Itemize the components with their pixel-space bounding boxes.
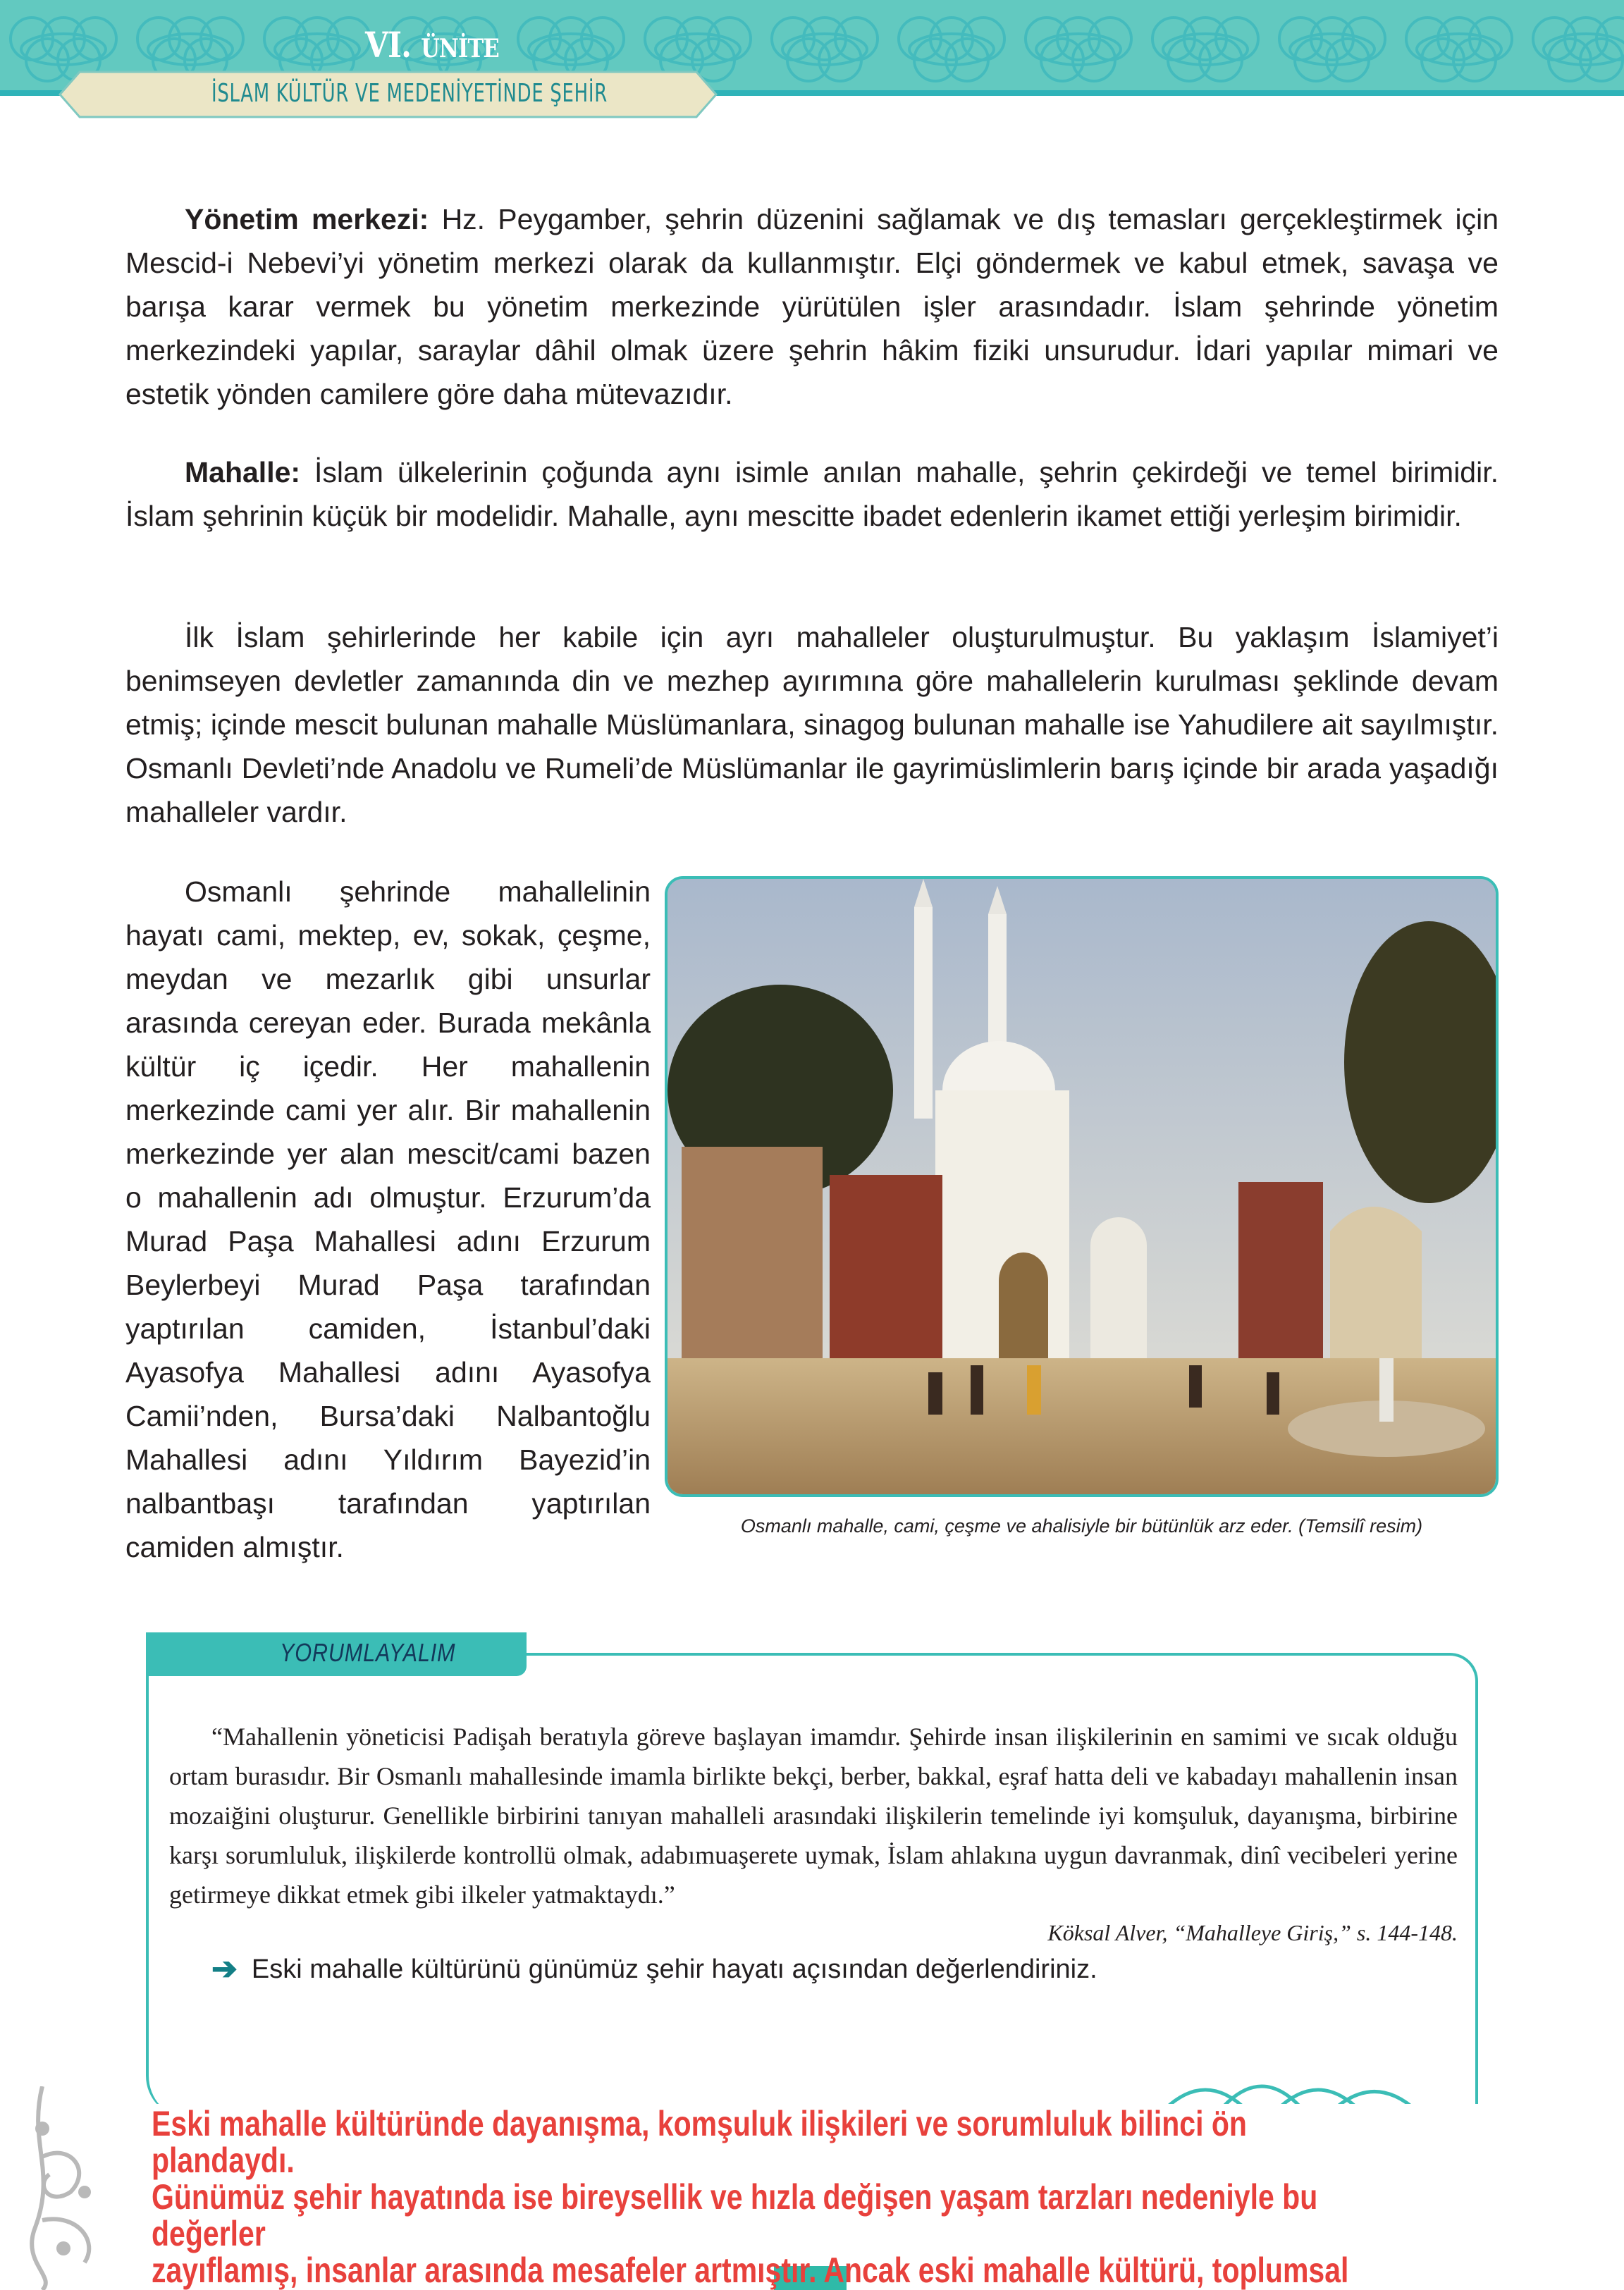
paragraph-osmanli-sehri: Osmanlı şehrinde mahallelinin hayatı cami, mektep, ev, sokak, çeşme, meydan ve mezarlık gibi unsurlar arasında cereyan eder. Burada mekânla kültür iç içedir. Her mahallenin merkezinde cami yer alır. Bir mahallenin merkezinde yer alan mescit/cami bazen o mahallenin adı olmuştur. Erzurum’da Murad Paşa Mahallesi adını Erzurum Beylerbeyi Murad Paşa tarafından yaptırılan camiden, İstanbul’daki Ayasofya Mahallesi adını Ayasofya Camii’nden, Bursa’daki Nalbantoğlu Mahallesi adını Yıldırım Bayezid’in nalbantbaşı tarafından yaptırılan camiden almıştır.: [125, 875, 651, 1563]
yorumlayalim-tab: [146, 1632, 527, 1676]
task-prompt: [211, 1952, 1458, 1986]
paragraph-ilk-islam-sehirleri: İlk İslam şehirlerinde her kabile için ayrı mahalleler oluşturulmuştur. Bu yaklaşım İslamiyet’i benimseyen devletler zamanında din ve mezhep ayırımına göre mahallelerin kurulması şeklinde devam etmiş; içinde mescit bulunan mahalle Müslümanlara, sinagog bulunan mahalle ise Yahudilere ait sayılmıştır. Osmanlı Devleti’nde Anadolu ve Rumeli’de Müslümanlar ile gayrimüslimlerin barış içinde bir arada yaşadığı mahalleler vardır.: [125, 621, 1499, 828]
paragraph-mahalle: Mahalle: İslam ülkelerinin çoğunda aynı isimle anılan mahalle, şehrin çekirdeği ve temel birimidir. İslam şehrinin küçük bir modelidir. Mahalle, aynı mescitte ibadet edenlerin ikamet ettiği yerleşim birimidir.: [125, 456, 1499, 532]
quote-text: “Mahallenin yöneticisi Padişah beratıyla göreve başlayan imamdır. Şehirde insan ilişkilerinin en samimi ve sıcak olduğu ortam burasıdır. Bir Osmanlı mahallesinde imamla birlikte bekçi, berber, bakkal, eşraf hatta deli ve kabadayı mahallenin insan mozaiğini oluşturur. Genellikle birbirini tanıyan mahalleli arasındaki ilişkilerin temelinde iyi komşuluk, dayanışma, birbirine karşı sorumluluk, ilişkilerde kontrollü olmak, adabımuaşerete uymak, İslam ahlakına uygun davranmak, dinî vecibeleri yerine getirmeye dikkat etmek gibi ilkeler yatmaktaydı.”: [169, 1723, 1458, 1909]
task-text: Eski mahalle kültürünü günümüz şehir hayatı açısından değerlendiriniz.: [251, 1954, 1097, 1984]
answer-last-line-wrap: [141, 2251, 1501, 2290]
floral-ornament-icon: [14, 2086, 155, 2290]
unit-title: VI. ÜNİTE: [365, 24, 499, 66]
quote-source: Köksal Alver, “Mahalleye Giriş,” s. 144-148.: [1047, 1920, 1458, 1945]
answer-line: zayıflamış, insanlar arasında mesafeler artmıştır. Ancak eski mahalle kültürü, toplumsal: [152, 2251, 1349, 2290]
arrow-right-icon: ➔: [211, 1952, 238, 1986]
painting-ottoman-neighborhood: [665, 876, 1499, 1497]
figure-caption: Osmanlı mahalle, cami, çeşme ve ahalisiyle bir bütünlük arz eder. (Temsilî resim): [740, 1515, 1423, 1537]
yorumlayalim-content: [169, 1717, 1458, 1986]
answer-line: plandaydı.: [152, 2141, 295, 2180]
paragraph-yonetim-merkezi: Yönetim merkezi: Hz. Peygamber, şehrin düzenini sağlamak ve dış temasları gerçekleştirmek için Mescid-i Nebevi’yi yönetim merkezi olarak da kullanmıştır. Elçi göndermek ve kabul etmek, savaşa ve barışa karar vermek bu yönetim merkezinde yürütülen işler arasındadır. İslam şehrinde yönetim merkezindeki yapılar, saraylar dâhil olmak üzere şehrin hâkim fiziki unsurudur. İdari yapılar mimari ve estetik yönden camilere göre daha mütevazıdır.: [125, 203, 1499, 410]
answer-line: değerler: [152, 2214, 266, 2253]
unit-subtitle: İSLAM KÜLTÜR VE MEDENİYETİNDE ŞEHİR: [211, 79, 608, 108]
answer-line: Eski mahalle kültüründe dayanışma, komşuluk ilişkileri ve sorumluluk bilinci ön: [152, 2104, 1247, 2143]
yorumlayalim-label: YORUMLAYALIM: [280, 1638, 456, 1667]
answer-line: Günümüz şehir hayatında ise bireysellik ve hızla değişen yaşam tarzları nedeniyle bu: [152, 2177, 1318, 2217]
